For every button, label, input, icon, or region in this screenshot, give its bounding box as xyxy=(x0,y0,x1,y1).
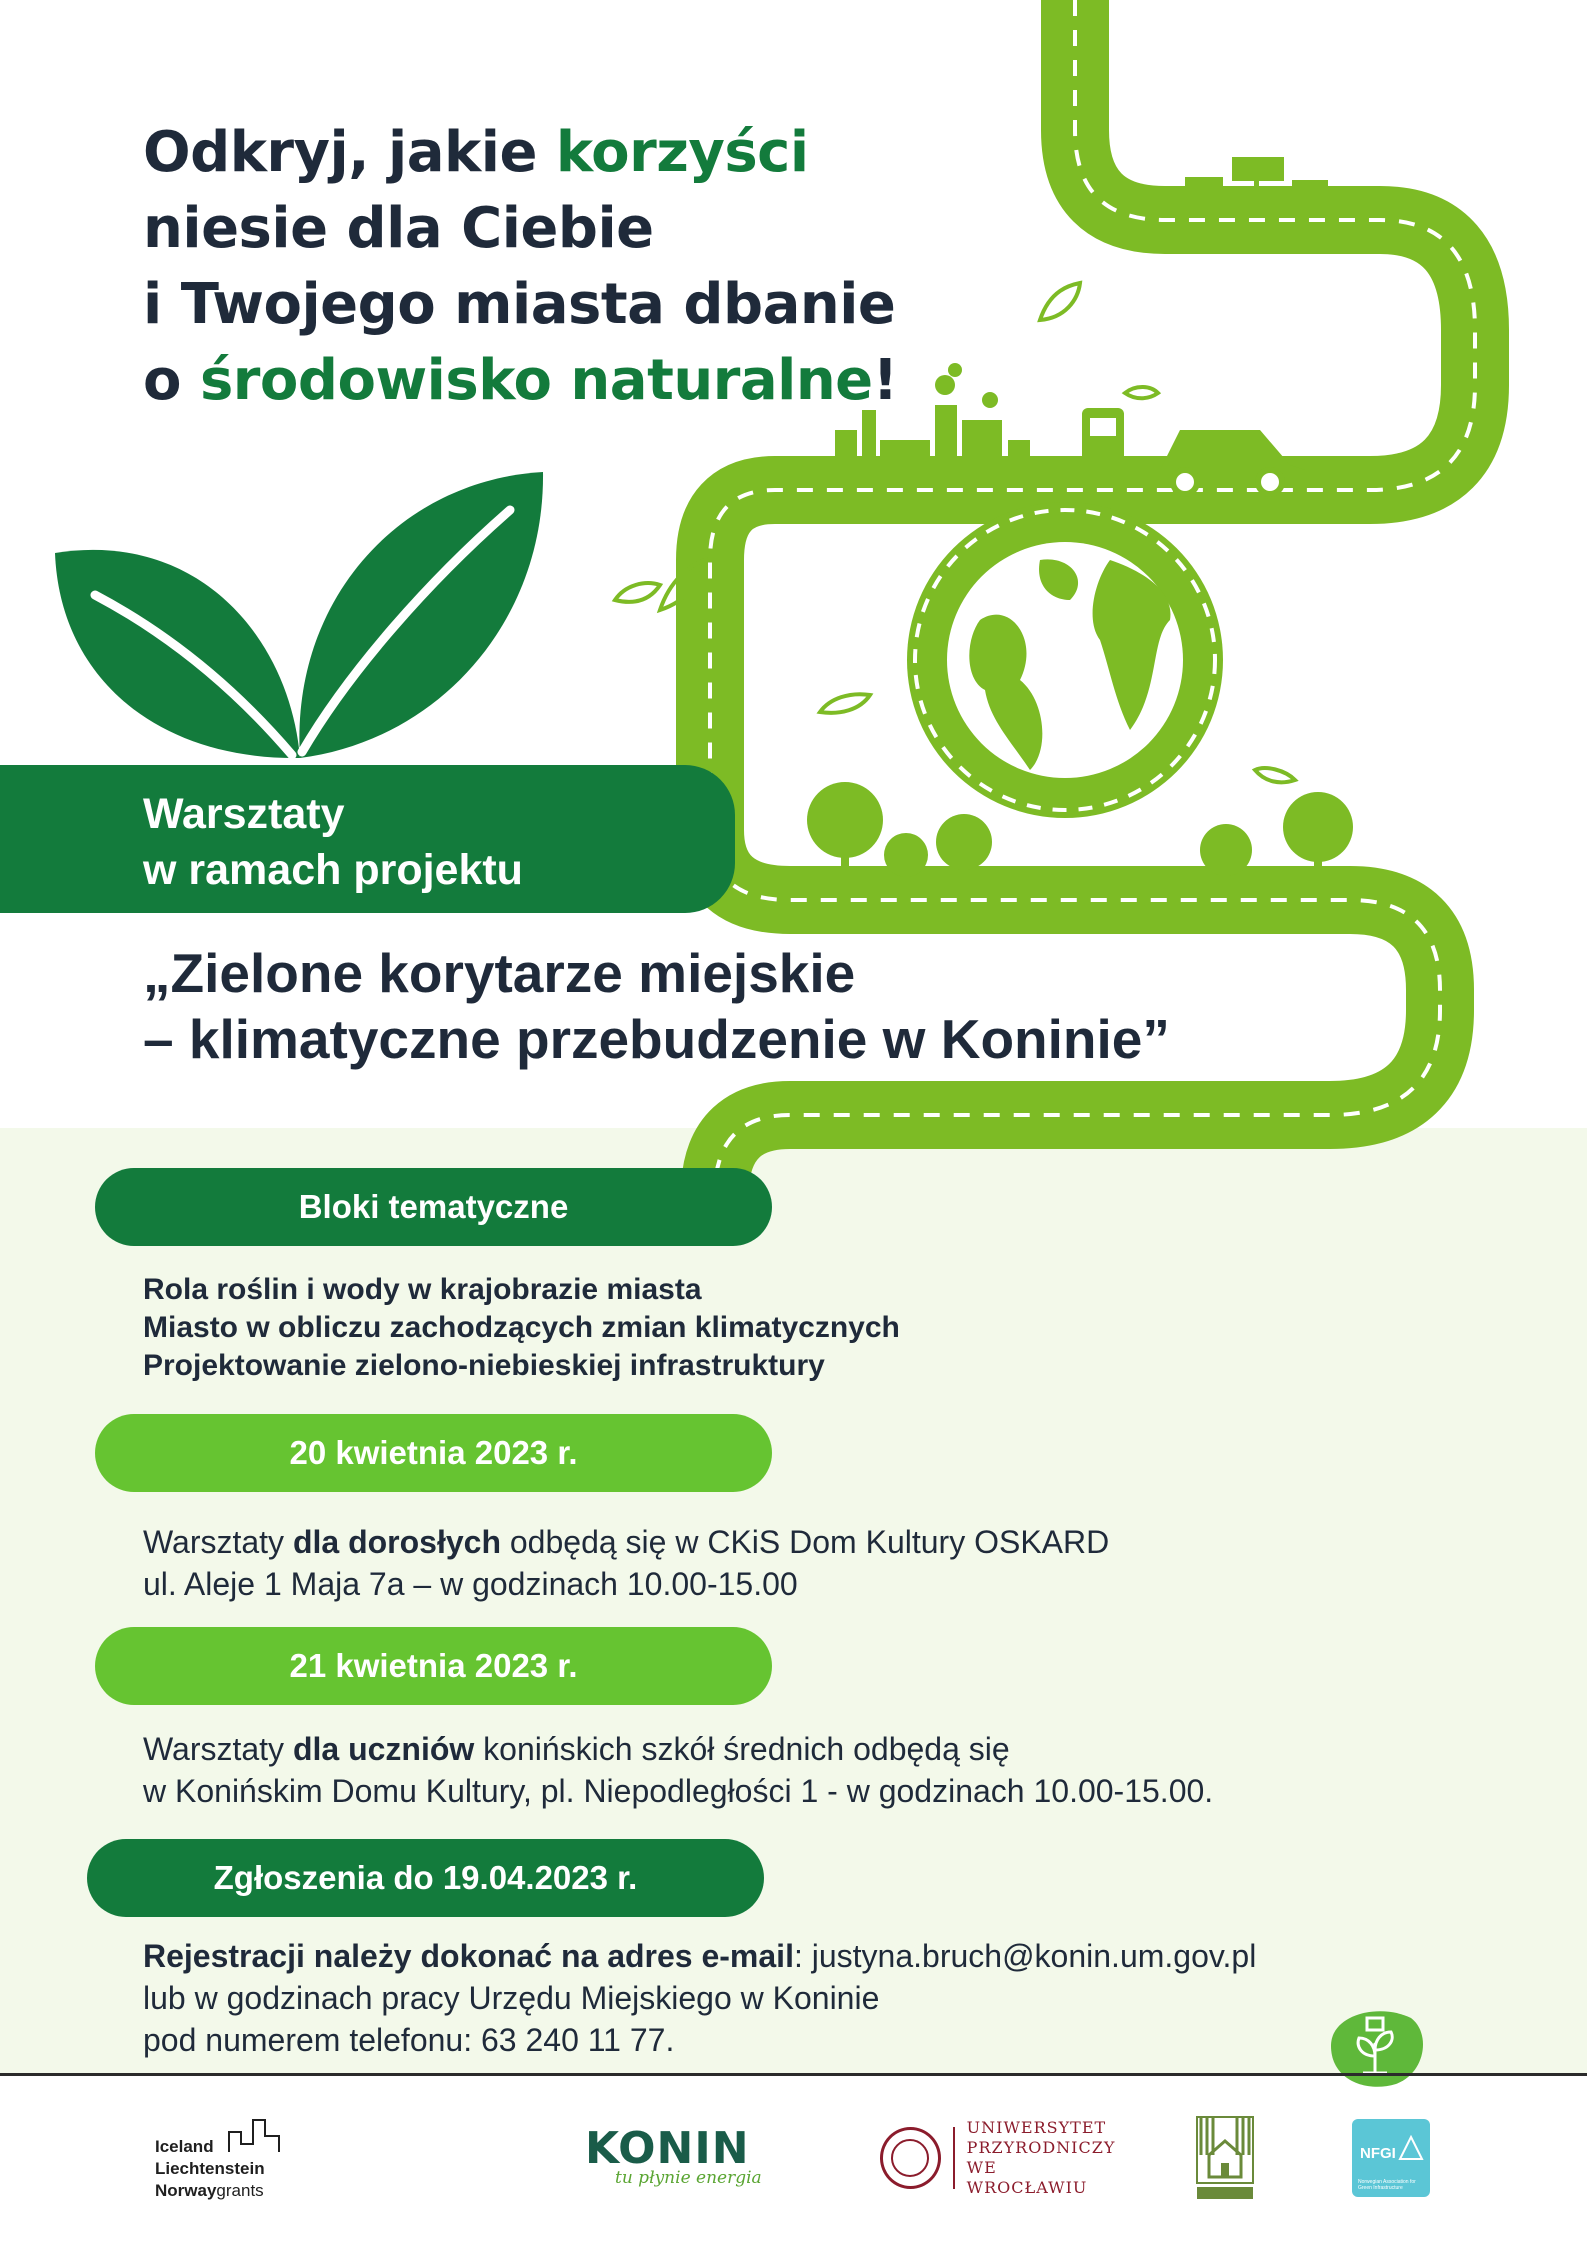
registration-info xyxy=(143,1935,1443,2061)
registration-deadline: Zgłoszenia do 19.04.2023 r. xyxy=(213,1859,638,1896)
topics-header: Bloki tematyczne xyxy=(298,1188,569,1225)
topic-item: Rola roślin i wody w krajobrazie miasta xyxy=(143,1273,702,1306)
day1-description xyxy=(143,1521,1443,1605)
day2-post: konińskich szkół średnich odbędą się xyxy=(474,1731,1010,1767)
headline-highlight-environment: środowisko naturalne xyxy=(199,348,873,413)
konin-logo xyxy=(585,2123,805,2193)
registration-email[interactable]: : justyna.bruch@konin.um.gov.pl xyxy=(793,1938,1257,1974)
leaves-icon xyxy=(55,472,543,758)
project-title xyxy=(143,940,1343,1072)
day2-audience: dla uczniów xyxy=(292,1731,475,1767)
topics-list xyxy=(143,1271,1343,1385)
nfgi-abbr: NFGI xyxy=(1360,2145,1396,2162)
konin-wordmark: KONIN xyxy=(585,2123,750,2174)
headline-line3: i Twojego miasta dbanie xyxy=(143,272,896,337)
eea-norway-grants-logo xyxy=(155,2114,295,2200)
day2-date: 21 kwietnia 2023 r. xyxy=(289,1647,578,1684)
upwr-divider xyxy=(953,2127,955,2189)
nfgi-logo xyxy=(1352,2119,1430,2197)
banner-line2: w ramach projektu xyxy=(143,846,523,894)
day2-address: w Konińskim Domu Kultury, pl. Niepodległości 1 - w godzinach 10.00-15.00. xyxy=(143,1773,1214,1809)
eea-line3b: grants xyxy=(216,2181,264,2200)
headline xyxy=(143,115,903,419)
konin-tagline: tu płynie energia xyxy=(615,2168,762,2188)
footer-separator xyxy=(0,2073,1587,2076)
triangle-icon xyxy=(1398,2135,1424,2161)
sprout-badge-icon xyxy=(1321,1998,1429,2090)
upwr-logo xyxy=(880,2117,1120,2197)
earth-icon xyxy=(907,502,1223,818)
day1-audience: dla dorosłych xyxy=(292,1524,501,1560)
headline-line1a: Odkryj, jakie xyxy=(143,120,556,185)
headline-highlight-benefits: korzyści xyxy=(555,120,809,185)
date-pill-day1 xyxy=(95,1414,772,1492)
registration-phone: pod numerem telefonu: 63 240 11 77. xyxy=(143,2022,675,2058)
topics-header-pill xyxy=(95,1168,772,1246)
headline-line2: niesie dla Ciebie xyxy=(143,196,654,261)
nfgi-subtitle: Norwegian Association for Green Infrastructure xyxy=(1358,2179,1416,2191)
project-title-line2: – klimatyczne przebudzenie w Koninie” xyxy=(143,1008,1170,1070)
date-pill-day2 xyxy=(95,1627,772,1705)
workshop-banner-text xyxy=(143,786,703,898)
house-logo-icon xyxy=(1195,2115,1255,2205)
registration-line2: lub w godzinach pracy Urzędu Miejskiego w Koninie xyxy=(143,1980,880,2016)
topic-item: Miasto w obliczu zachodzących zmian klimatycznych xyxy=(143,1311,900,1344)
day1-date: 20 kwietnia 2023 r. xyxy=(289,1434,578,1471)
topic-item: Projektowanie zielono-niebieskiej infrastruktury xyxy=(143,1349,825,1382)
eea-line1: Iceland xyxy=(155,2137,214,2156)
deadline-pill xyxy=(87,1839,764,1917)
day1-post: odbędą się w CKiS Dom Kultury OSKARD xyxy=(500,1524,1110,1560)
registration-instruction: Rejestracji należy dokonać na adres e-mail xyxy=(143,1938,794,1974)
upwr-line3: WE WROCŁAWIU xyxy=(966,2157,1088,2197)
day1-pre: Warsztaty xyxy=(143,1524,293,1560)
day1-address: ul. Aleje 1 Maja 7a – w godzinach 10.00-15.00 xyxy=(143,1566,798,1602)
headline-line4a: o xyxy=(143,348,200,413)
day2-description xyxy=(143,1728,1443,1812)
upwr-line2: PRZYRODNICZY xyxy=(966,2137,1116,2157)
banner-line1: Warsztaty xyxy=(143,790,345,838)
eea-line3a: Norway xyxy=(155,2181,217,2200)
upwr-name xyxy=(967,2118,1120,2198)
day2-pre: Warsztaty xyxy=(143,1731,293,1767)
eea-line2: Liechtenstein xyxy=(155,2159,265,2178)
electric-car-icon xyxy=(1082,408,1305,494)
project-title-line1: „Zielone korytarze miejskie xyxy=(143,942,856,1004)
headline-line4c: ! xyxy=(872,348,898,413)
upwr-seal-icon xyxy=(880,2127,941,2189)
upwr-line1: UNIWERSYTET xyxy=(966,2117,1107,2137)
